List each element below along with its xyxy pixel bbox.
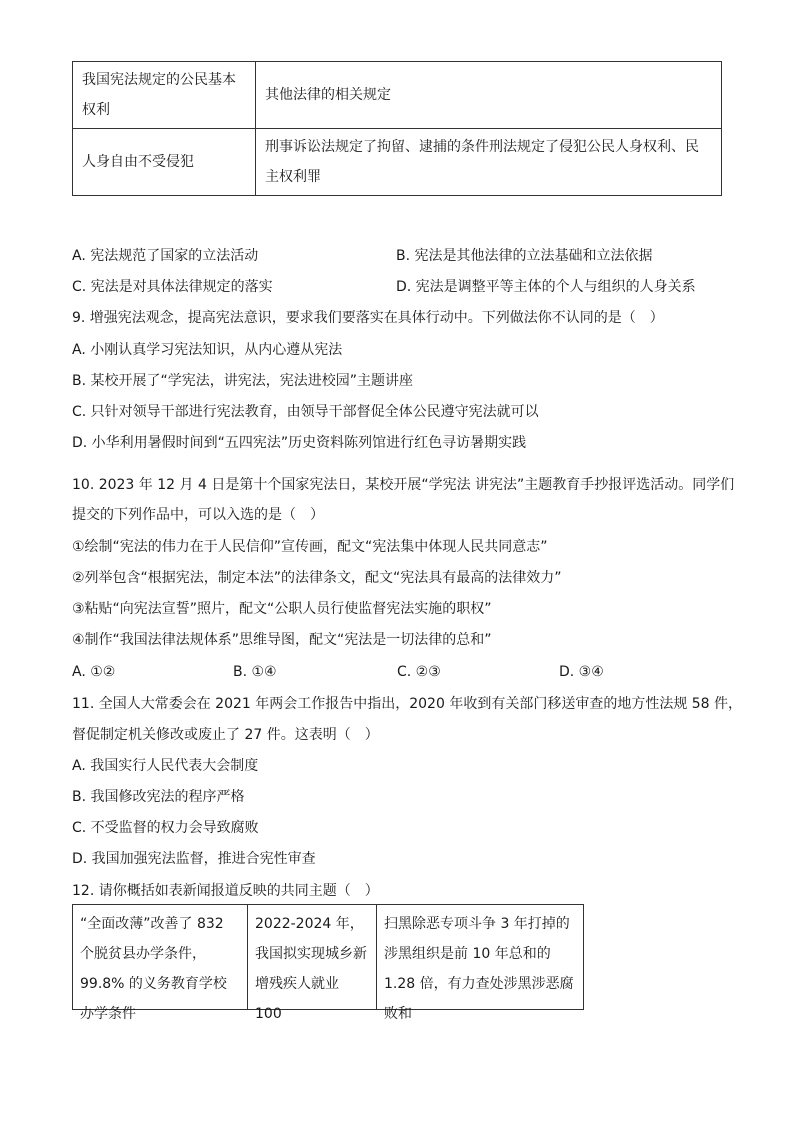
table-cell (377, 905, 584, 1022)
q10-option-d: D. ③④ (559, 664, 604, 680)
news-cell-2: 2022-2024 年，我国拟实现城乡新增残疾人就业 100 (255, 916, 367, 1022)
q10-item-1: ①绘制“宪法的伟力在于人民信仰”宣传画，配文“宪法集中体现人民共同意志” (72, 539, 548, 555)
table-cell (73, 905, 248, 1022)
table-cell: 其他法律的相关规定 (256, 62, 722, 129)
q10-stem-line2: 提交的下列作品中，可以入选的是（ ） (72, 507, 324, 523)
q9-option-d: D. 小华利用暑假时间到“五四宪法”历史资料陈列馆进行红色寻访暑期实践 (72, 435, 527, 451)
q9-option-b: B. 某校开展了“学宪法，讲宪法，宪法进校园”主题讲座 (72, 373, 414, 389)
table-cell: 我国宪法规定的公民基本权利 (73, 62, 256, 129)
q8-option-b: B. 宪法是其他法律的立法基础和立法依据 (396, 248, 653, 264)
q10-option-c: C. ②③ (397, 664, 441, 680)
news-table (72, 904, 584, 1022)
q8-option-c: C. 宪法是对具体法律规定的落实 (72, 279, 273, 295)
q10-item-4: ④制作“我国法律法规体系”思维导图，配文“宪法是一切法律的总和” (72, 632, 492, 648)
table-cell (248, 905, 377, 1022)
q11-stem-line1: 11. 全国人大常委会在 2021 年两会工作报告中指出，2020 年收到有关部门移送审查的地方性法规 58 件， (72, 696, 743, 712)
q11-option-c: C. 不受监督的权力会导致腐败 (72, 820, 259, 836)
q11-option-d: D. 我国加强宪法监督，推进合宪性审查 (72, 851, 316, 867)
news-cell-3: 扫黑除恶专项斗争 3 年打掉的涉黑组织是前 10 年总和的 1.28 倍，有力查处涉黑涉恶腐败和 (384, 916, 574, 1022)
q12-stem: 12. 请你概括如表新闻报道反映的共同主题（ ） (72, 883, 379, 899)
q9-stem: 9. 增强宪法观念，提高宪法意识，要求我们要落实在具体行动中。下列做法你不认同的是（ ） (72, 310, 664, 326)
q11-option-b: B. 我国修改宪法的程序严格 (72, 789, 245, 805)
q10-stem-line1: 10. 2023 年 12 月 4 日是第十个国家宪法日，某校开展“学宪法 讲宪法”主题教育手抄报评选活动。同学们 (72, 477, 735, 493)
rights-table (72, 61, 722, 196)
q9-option-a: A. 小刚认真学习宪法知识，从内心遵从宪法 (72, 342, 343, 358)
table-cell: 刑事诉讼法规定了拘留、逮捕的条件刑法规定了侵犯公民人身权利、民主权利罪 (256, 129, 722, 196)
table-row (73, 905, 584, 1010)
q11-option-a: A. 我国实行人民代表大会制度 (72, 758, 259, 774)
q8-option-a: A. 宪法规范了国家的立法活动 (72, 248, 259, 264)
table-row (73, 62, 722, 129)
q10-option-a: A. ①② (72, 664, 116, 680)
q10-item-2: ②列举包含“根据宪法，制定本法”的法律条文，配文“宪法具有最高的法律效力” (72, 570, 562, 586)
q11-stem-line2: 督促制定机关修改或废止了 27 件。这表明（ ） (72, 727, 379, 743)
q10-item-3: ③粘贴“向宪法宣誓”照片，配文“公职人员行使监督宪法实施的职权” (72, 601, 492, 617)
q10-option-b: B. ①④ (233, 664, 277, 680)
news-cell-1: “全面改薄”改善了 832 个脱贫县办学条件，99.8% 的义务教育学校办学条件 (80, 916, 227, 1022)
q8-option-d: D. 宪法是调整平等主体的个人与组织的人身关系 (396, 279, 696, 295)
table-row (73, 129, 722, 196)
table-cell: 人身自由不受侵犯 (73, 129, 256, 196)
q9-option-c: C. 只针对领导干部进行宪法教育，由领导干部督促全体公民遵守宪法就可以 (72, 404, 539, 420)
